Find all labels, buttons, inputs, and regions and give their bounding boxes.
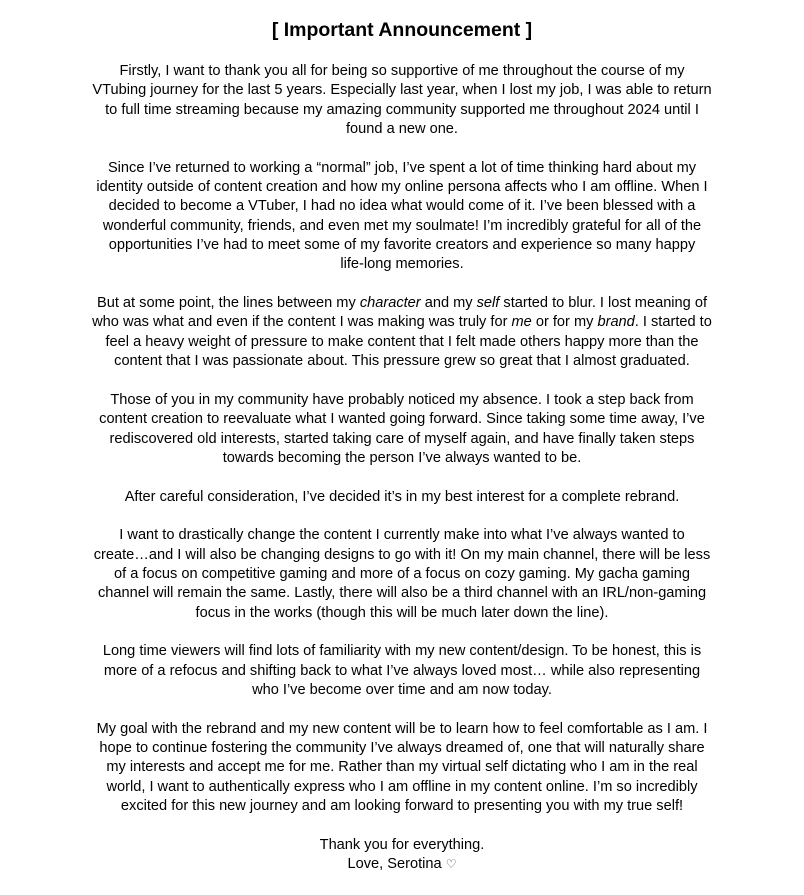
text-segment: who I’ve become over time and am now today. <box>252 682 552 698</box>
text-segment: hope to continue fostering the community I’ve always dreamed of, one that will naturally share <box>99 740 705 757</box>
paragraph-line <box>0 681 804 700</box>
text-segment: Long time viewers will find lots of familiarity with my new content/design. To be honest, this is <box>102 643 702 660</box>
emphasized-text: character <box>359 295 421 312</box>
paragraph-line <box>0 430 804 449</box>
text-segment: more of a refocus and shifting back to what I’ve always loved most… while also representing <box>103 662 701 679</box>
text-segment: . I started to <box>634 314 712 331</box>
paragraph-4 <box>0 391 804 468</box>
paragraph-line <box>0 352 804 371</box>
paragraph-line <box>0 565 804 584</box>
paragraph-line <box>0 217 804 236</box>
paragraph-line <box>0 294 804 313</box>
text-segment: My goal with the rebrand and my new content will be to learn how to feel comfortable as I am. I <box>96 720 708 737</box>
paragraph-line <box>0 526 804 545</box>
paragraphs-container <box>0 62 804 816</box>
signoff <box>0 836 804 875</box>
paragraph-2 <box>0 159 804 275</box>
text-segment: content creation to reevaluate what I wanted going forward. Since taking some time away, I’ve <box>99 411 705 428</box>
text-segment: channel will remain the same. Lastly, there will also be a third channel with an IRL/non-gaming <box>97 585 707 602</box>
paragraph-line <box>0 449 804 468</box>
text-segment: Those of you in my community have probably noticed my absence. I took a step back from <box>110 391 694 408</box>
text-segment: my interests and accept me for me. Rather than my virtual self dictating who I am in the real <box>106 759 698 776</box>
paragraph-line <box>0 197 804 216</box>
paragraph-line <box>0 546 804 565</box>
paragraph-1 <box>0 62 804 139</box>
text-segment: or for my <box>531 314 598 331</box>
text-segment: Since I’ve returned to working a “normal” job, I’ve spent a lot of time thinking hard about my <box>107 159 697 176</box>
paragraph-5 <box>0 488 804 507</box>
announcement-document <box>0 20 804 874</box>
paragraph-line <box>0 758 804 777</box>
paragraph-line <box>0 391 804 410</box>
paragraph-3 <box>0 294 804 371</box>
paragraph-line <box>0 255 804 274</box>
text-segment: content that I was passionate about. This pressure grew so great that I almost graduated. <box>114 353 690 370</box>
paragraph-7 <box>0 642 804 700</box>
text-segment: After careful consideration, I’ve decided it’s in my best interest for a complete rebrand. <box>124 488 680 505</box>
paragraph-line <box>0 604 804 623</box>
text-segment: found a new one. <box>346 121 458 138</box>
text-segment: I want to drastically change the content I currently make into what I’ve always wanted to <box>119 527 685 544</box>
text-segment: and my <box>420 295 477 312</box>
paragraph-line <box>0 662 804 681</box>
text-segment: of a focus on competitive gaming and more of a focus on cozy gaming. My gacha gaming <box>114 565 690 582</box>
signoff-love-line <box>0 855 804 874</box>
text-segment: who was what and even if the content I was making was truly for <box>92 314 512 331</box>
text-segment: world, I want to authentically express who I am offline in my content online. I’m so incredibly <box>106 778 698 795</box>
paragraph-line <box>0 584 804 603</box>
paragraph-line <box>0 797 804 816</box>
signoff-love: Love, Serotina <box>347 856 442 873</box>
text-segment: decided to become a VTuber, I had no idea what would come of it. I’ve been blessed with a <box>108 198 696 215</box>
paragraph-line <box>0 642 804 661</box>
heart-outline-icon: ♡ <box>445 857 457 872</box>
emphasized-text: me <box>511 314 532 331</box>
text-segment: identity outside of content creation and how my online persona affects who I am offline. When I <box>96 179 708 196</box>
paragraph-line <box>0 81 804 100</box>
paragraph-line <box>0 410 804 429</box>
announcement-title: [ Important Announcement ] <box>271 19 533 41</box>
paragraph-line <box>0 101 804 120</box>
paragraph-line <box>0 720 804 739</box>
text-segment: started to blur. I lost meaning of <box>499 295 708 312</box>
paragraph-line <box>0 62 804 81</box>
text-segment: life-long memories. <box>340 256 464 273</box>
paragraph-line <box>0 178 804 197</box>
text-segment: wonderful community, friends, and even met my soulmate! I’m incredibly grateful for all of the <box>102 217 702 234</box>
text-segment: to full time streaming because my amazing community supported me throughout 2024 until I <box>105 101 699 118</box>
paragraph-line <box>0 739 804 758</box>
paragraph-line <box>0 236 804 255</box>
paragraph-line <box>0 313 804 332</box>
paragraph-6 <box>0 526 804 623</box>
text-segment: feel a heavy weight of pressure to make content that I felt made others happy more than the <box>105 333 699 350</box>
paragraph-line <box>0 333 804 352</box>
text-segment: towards becoming the person I’ve always wanted to be. <box>222 449 582 466</box>
text-segment: rediscovered old interests, started taking care of myself again, and have finally taken steps <box>109 430 695 447</box>
text-segment: excited for this new journey and am looking forward to presenting you with my true self! <box>120 798 684 815</box>
paragraph-line <box>0 159 804 178</box>
text-segment: VTubing journey for the last 5 years. Especially last year, when I lost my job, I was able to return <box>92 82 712 99</box>
text-segment: focus in the works (though this will be much later down the line). <box>195 604 609 621</box>
text-segment: Firstly, I want to thank you all for being so supportive of me throughout the course of my <box>119 63 685 79</box>
text-segment: But at some point, the lines between my <box>96 295 360 312</box>
paragraph-8 <box>0 720 804 817</box>
paragraph-line <box>0 120 804 139</box>
paragraph-line <box>0 488 804 507</box>
emphasized-text: self <box>476 295 500 312</box>
emphasized-text: brand <box>597 314 635 331</box>
text-segment: opportunities I’ve had to meet some of my favorite creators and experience so many happy <box>108 237 696 254</box>
paragraph-line <box>0 778 804 797</box>
signoff-thanks: Thank you for everything. <box>319 836 485 853</box>
text-segment: create…and I will also be changing designs to go with it! On my main channel, there will be less <box>93 546 711 563</box>
